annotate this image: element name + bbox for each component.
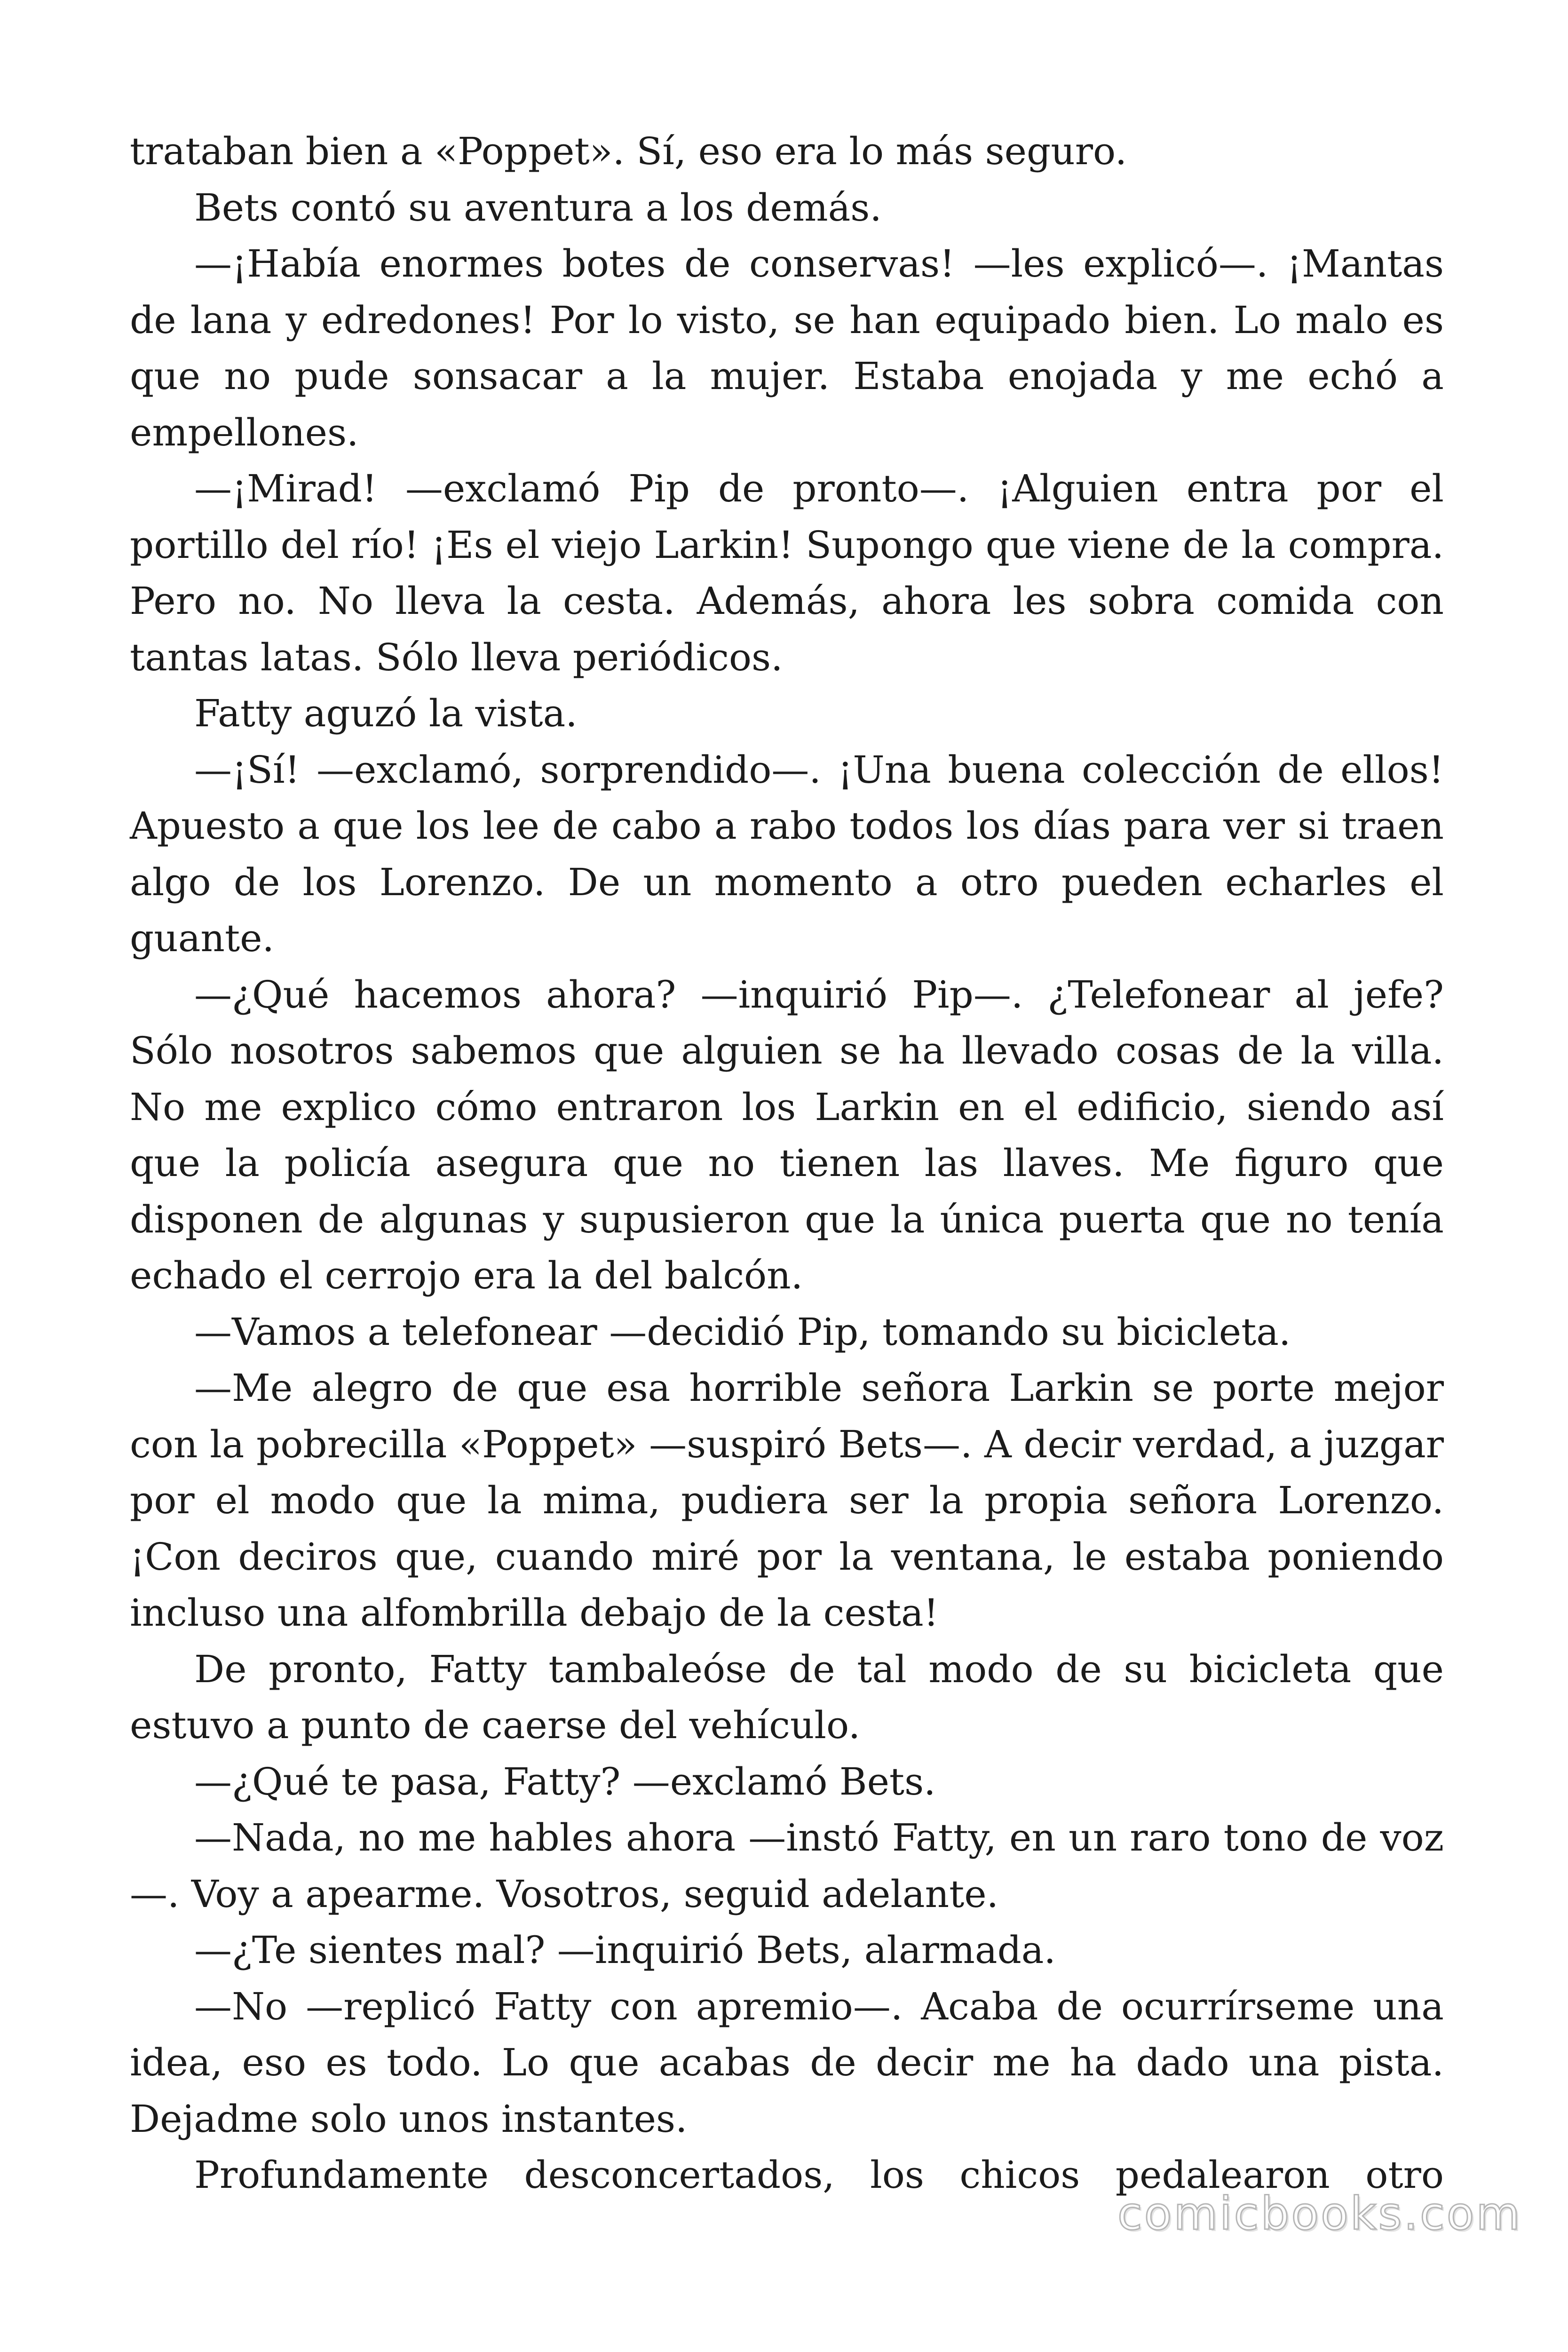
paragraph-3: —¡Había enormes botes de conservas! —les explicó—. ¡Mantas de lana y edredones! Por lo visto, se han equipado bien. Lo malo es que no pude sonsacar a la mujer. Estaba enojada y me echó a empellones. bbox=[130, 242, 1444, 454]
paragraph-5: Fatty aguzó la vista. bbox=[194, 691, 578, 735]
watermark: comicbooks.com bbox=[1117, 2187, 1522, 2240]
paragraph-10: De pronto, Fatty tambaleóse de tal modo de su bicicleta que estuvo a punto de caerse del vehículo. bbox=[130, 1647, 1444, 1747]
paragraph-6: —¡Sí! —exclamó, sorprendido—. ¡Una buena colección de ellos! Apuesto a que los lee de cabo a rabo todos los días para ver si traen algo de los Lorenzo. De un momento a otro pueden echarles el guante. bbox=[130, 747, 1444, 960]
paragraph-15: Profundamente desconcertados, los chicos pedalearon otro bbox=[194, 2153, 1444, 2197]
page-text bbox=[130, 123, 1444, 2203]
paragraph-14: —No —replicó Fatty con apremio—. Acaba de ocurrírseme una idea, eso es todo. Lo que acabas de decir me ha dado una pista. Dejadme solo unos instantes. bbox=[130, 1984, 1444, 2141]
paragraph-1: trataban bien a «Poppet». Sí, eso era lo más seguro. bbox=[130, 129, 1127, 173]
paragraph-11: —¿Qué te pasa, Fatty? —exclamó Bets. bbox=[194, 1759, 936, 1804]
paragraph-9: —Me alegro de que esa horrible señora Larkin se porte mejor con la pobrecilla «Poppet» —suspiró Bets—. A decir verdad, a juzgar por el modo que la mima, pudiera ser la propia señora Lorenzo. ¡Con deciros que, cuando miré por la ventana, le estaba poniendo incluso una alfombrilla debajo de la cesta! bbox=[130, 1366, 1444, 1635]
paragraph-7: —¿Qué hacemos ahora? —inquirió Pip—. ¿Telefonear al jefe? Sólo nosotros sabemos que alguien se ha llevado cosas de la villa. No me explico cómo entraron los Larkin en el edificio, siendo así que la policía asegura que no tienen las llaves. Me figuro que disponen de algunas y supusieron que la única puerta que no tenía echado el cerrojo era la del balcón. bbox=[130, 972, 1444, 1297]
paragraph-13: —¿Te sientes mal? —inquirió Bets, alarmada. bbox=[194, 1928, 1056, 1972]
paragraph-2: Bets contó su aventura a los demás. bbox=[194, 185, 882, 230]
paragraph-8: —Vamos a telefonear —decidió Pip, tomando su bicicleta. bbox=[194, 1310, 1291, 1354]
paragraph-12: —Nada, no me hables ahora —instó Fatty, en un raro tono de voz—. Voy a apearme. Vosotros, seguid adelante. bbox=[130, 1816, 1444, 1916]
paragraph-4: —¡Mirad! —exclamó Pip de pronto—. ¡Alguien entra por el portillo del río! ¡Es el viejo Larkin! Supongo que viene de la compra. Pero no. No lleva la cesta. Además, ahora les sobra comida con tantas latas. Sólo lleva periódicos. bbox=[130, 467, 1444, 679]
